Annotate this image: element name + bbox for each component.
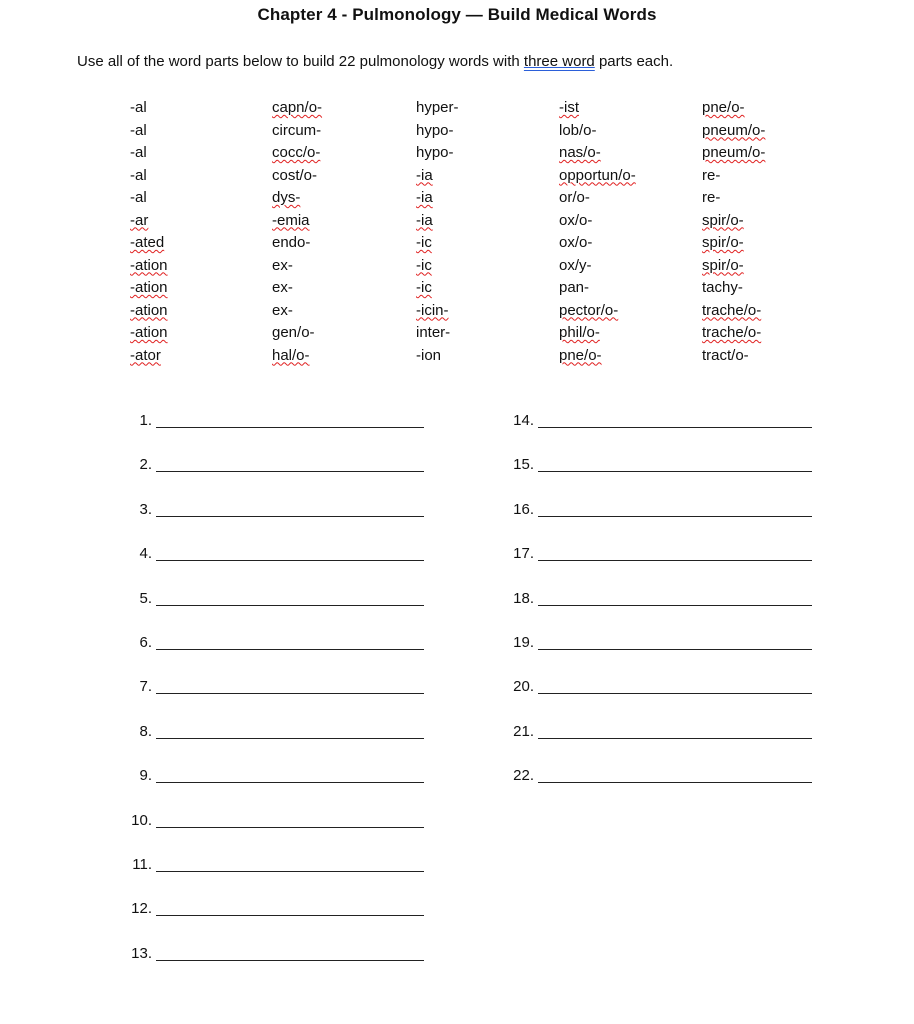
word-part: hypo-	[416, 144, 454, 161]
word-column-4	[559, 97, 636, 367]
word-column-2	[272, 97, 322, 367]
word-part: tachy-	[702, 279, 743, 296]
answer-number: 19.	[513, 634, 534, 651]
word-part: pneum/o-	[702, 121, 766, 139]
word-part: -al	[130, 166, 147, 184]
word-part: -ic	[416, 234, 432, 251]
answer-blank-line[interactable]	[538, 648, 812, 650]
word-parts-grid	[0, 97, 914, 367]
answer-blank-line[interactable]	[156, 870, 424, 872]
word-part: or/o-	[559, 189, 590, 206]
answer-row	[124, 854, 424, 874]
answer-blank-line[interactable]	[156, 959, 424, 961]
answer-row	[506, 499, 812, 519]
answer-blank-line[interactable]	[538, 604, 812, 606]
answer-number: 9.	[139, 767, 152, 785]
word-part: cost/o-	[272, 166, 318, 184]
word-part: ox/o-	[559, 234, 593, 251]
answer-blank-line[interactable]	[156, 648, 424, 650]
word-column-3	[416, 97, 459, 367]
word-part: hypo-	[416, 121, 454, 139]
word-part: -ation	[130, 324, 168, 341]
word-part: phil/o-	[559, 324, 600, 341]
instructions-tail: parts each.	[594, 53, 674, 70]
answer-row	[506, 410, 812, 430]
word-part: pector/o-	[559, 301, 619, 319]
word-part: pne/o-	[702, 99, 745, 116]
answer-row	[506, 632, 812, 652]
word-part: capn/o-	[272, 99, 323, 116]
word-part: tract/o-	[702, 346, 749, 364]
word-part: -al	[130, 121, 147, 139]
word-part: -ion	[416, 346, 442, 364]
word-part: -ia	[416, 211, 433, 229]
answer-number: 7.	[139, 678, 152, 696]
word-part: -ator	[130, 346, 161, 364]
answer-number: 13.	[131, 944, 152, 962]
answer-number: 21.	[513, 722, 534, 740]
word-column-5	[702, 97, 765, 367]
answer-number: 11.	[132, 856, 152, 873]
answer-blank-line[interactable]	[538, 737, 812, 739]
answer-number: 3.	[139, 500, 152, 518]
word-part: -ated	[130, 234, 165, 251]
answer-blank-line[interactable]	[538, 470, 812, 472]
word-part: hyper-	[416, 99, 459, 116]
answer-number: 22.	[513, 767, 534, 785]
word-part: -ar	[130, 211, 149, 229]
word-part: -icin-	[416, 301, 449, 319]
word-part: re-	[702, 166, 721, 184]
word-part: lob/o-	[559, 121, 597, 139]
answer-number: 16.	[513, 500, 534, 518]
word-part: ex-	[272, 301, 293, 319]
answer-row	[506, 676, 812, 696]
word-part: re-	[702, 189, 721, 206]
answer-number: 2.	[139, 456, 152, 474]
word-part: -ist	[559, 99, 579, 116]
word-part: ox/o-	[559, 211, 593, 229]
word-part: ex-	[272, 256, 293, 274]
word-part: gen/o-	[272, 324, 315, 341]
answer-number: 18.	[513, 589, 534, 607]
word-part: -ia	[416, 166, 433, 184]
answer-row	[124, 410, 424, 430]
answer-number: 12.	[131, 900, 152, 918]
answer-blank-line[interactable]	[156, 826, 424, 828]
answer-number: 14.	[513, 412, 534, 429]
page-title: Chapter 4 - Pulmonology — Build Medical Words	[257, 5, 657, 24]
word-part: pneum/o-	[702, 144, 766, 161]
answer-row	[124, 943, 424, 963]
word-part: spir/o-	[702, 234, 744, 251]
answer-blank-line[interactable]	[156, 737, 424, 739]
answer-number: 17.	[513, 545, 534, 563]
answer-row	[124, 632, 424, 652]
answer-blank-line[interactable]	[156, 781, 424, 783]
word-part: inter-	[416, 324, 451, 341]
answer-blank-line[interactable]	[156, 470, 424, 472]
answer-row	[124, 676, 424, 696]
word-part: spir/o-	[702, 256, 744, 274]
answer-number: 10.	[131, 811, 152, 829]
answer-row	[124, 588, 424, 608]
answer-row	[506, 721, 812, 741]
word-part: hal/o-	[272, 346, 310, 364]
answer-blank-line[interactable]	[156, 426, 424, 428]
answer-row	[506, 588, 812, 608]
word-part: -emia	[272, 211, 310, 229]
answer-row	[124, 721, 424, 741]
word-part: ex-	[272, 279, 293, 296]
word-part: spir/o-	[702, 211, 744, 229]
word-part: cocc/o-	[272, 144, 321, 161]
answer-row	[506, 543, 812, 563]
word-part: ox/y-	[559, 256, 592, 274]
word-part: -ic	[416, 279, 432, 296]
answer-row	[124, 810, 424, 830]
answer-blank-line[interactable]	[538, 781, 812, 783]
answer-row	[124, 543, 424, 563]
word-part: nas/o-	[559, 144, 601, 161]
instructions-underlined: three word	[523, 53, 595, 70]
word-part: circum-	[272, 121, 322, 139]
word-part: -ia	[416, 189, 433, 206]
answer-number: 8.	[139, 722, 152, 740]
word-part: -ation	[130, 256, 168, 274]
answer-blank-line[interactable]	[538, 692, 812, 694]
answer-number: 4.	[139, 545, 152, 563]
instructions-text: Use all of the word parts below to build 22 pulmonology words with	[77, 53, 524, 70]
answer-row	[506, 765, 812, 785]
answer-blank-line[interactable]	[538, 559, 812, 561]
word-part: -ic	[416, 256, 432, 274]
word-part: pne/o-	[559, 346, 602, 364]
word-part: -al	[130, 189, 147, 206]
answer-row	[124, 454, 424, 474]
answer-blank-line[interactable]	[156, 515, 424, 517]
answer-row	[506, 454, 812, 474]
answer-blank-line[interactable]	[538, 515, 812, 517]
word-part: pan-	[559, 279, 590, 296]
answer-row	[124, 898, 424, 918]
word-part: opportun/o-	[559, 166, 636, 184]
answer-blank-line[interactable]	[156, 604, 424, 606]
word-part: -ation	[130, 301, 168, 319]
word-part: endo-	[272, 234, 311, 251]
word-part: -al	[130, 144, 147, 161]
word-part: trache/o-	[702, 324, 762, 341]
answer-number: 20.	[513, 678, 534, 696]
answer-number: 6.	[139, 634, 152, 651]
word-part: -ation	[130, 279, 168, 296]
answer-blank-line[interactable]	[156, 914, 424, 916]
answer-number: 5.	[139, 589, 152, 607]
answer-blank-line[interactable]	[156, 692, 424, 694]
word-part: dys-	[272, 189, 301, 206]
answer-blank-line[interactable]	[538, 426, 812, 428]
word-column-1	[130, 97, 168, 367]
answer-number: 15.	[513, 456, 534, 474]
answer-row	[124, 499, 424, 519]
word-part: trache/o-	[702, 301, 762, 319]
answer-blank-line[interactable]	[156, 559, 424, 561]
instructions	[77, 53, 673, 70]
answer-row	[124, 765, 424, 785]
word-part: -al	[130, 99, 147, 116]
answer-number: 1.	[139, 412, 152, 429]
